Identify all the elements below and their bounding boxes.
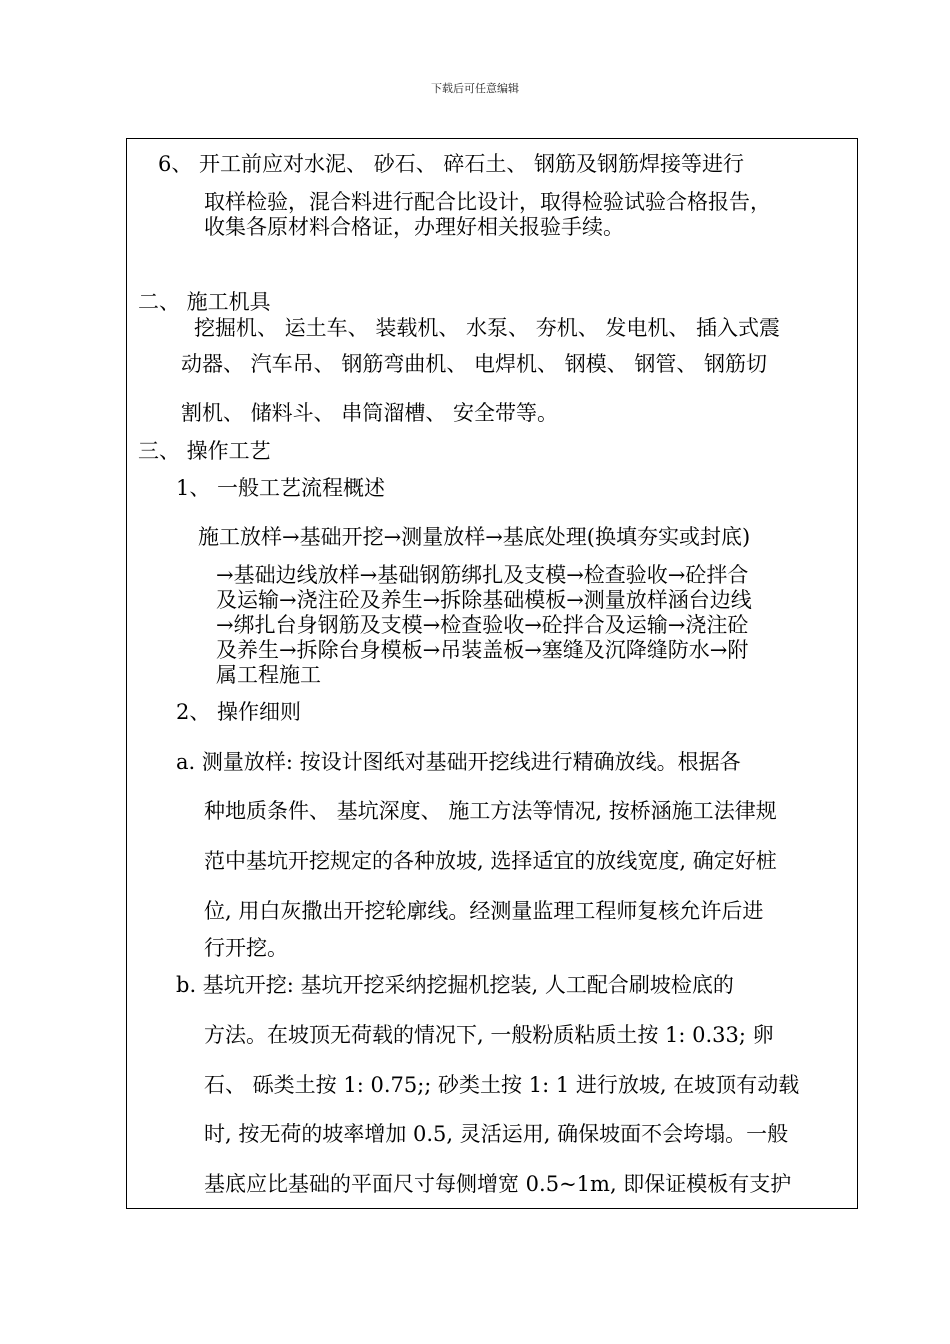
text-line: 取样检验，混合料进行配合比设计，取得检验试验合格报告， xyxy=(204,190,771,214)
text-line: 6、 开工前应对水泥、 砂石、 碎石土、 钢筋及钢筋焊接等进行 xyxy=(158,152,745,176)
text-line: →基础边线放样→基础钢筋绑扎及支模→检查验收→砼拌合 xyxy=(216,563,749,587)
text-line: 2、 操作细则 xyxy=(176,700,302,724)
text-line: a. 测量放样: 按设计图纸对基础开挖线进行精确放线。根据各 xyxy=(176,750,741,774)
text-line: 及养生→拆除台身模板→吊装盖板→塞缝及沉降缝防水→附 xyxy=(216,638,749,662)
text-line: 1、 一般工艺流程概述 xyxy=(176,476,386,500)
text-line: 施工放样→基础开挖→测量放样→基底处理(换填夯实或封底) xyxy=(198,525,751,549)
text-line: 种地质条件、 基坑深度、 施工方法等情况, 按桥涵施工法律规 xyxy=(204,799,777,823)
text-line: 范中基坑开挖规定的各种放坡, 选择适宜的放线宽度, 确定好桩 xyxy=(204,849,777,873)
text-line: 位, 用白灰撒出开挖轮廓线。经测量监理工程师复核允许后进 xyxy=(204,899,764,923)
text-line: 方法。在坡顶无荷载的情况下, 一般粉质粘质土按 1: 0.33; 卵 xyxy=(204,1023,774,1047)
text-line: 收集各原材料合格证，办理好相关报验手续。 xyxy=(204,215,624,239)
text-line: 三、 操作工艺 xyxy=(138,439,271,463)
text-line: →绑扎台身钢筋及支模→检查验收→砼拌合及运输→浇注砼 xyxy=(216,613,749,637)
text-line: 及运输→浇注砼及养生→拆除基础模板→测量放样涵台边线 xyxy=(216,588,752,612)
text-line: 石、 砾类土按 1: 0.75;; 砂类土按 1: 1 进行放坡, 在坡顶有动载 xyxy=(204,1073,800,1097)
text-line: 割机、 储料斗、 串筒溜槽、 安全带等。 xyxy=(181,401,559,425)
text-line: 二、 施工机具 xyxy=(138,290,271,314)
text-line: 基底应比基础的平面尺寸每侧增宽 0.5~1m, 即保证模板有支护 xyxy=(204,1172,792,1196)
text-line: 挖掘机、 运土车、 装载机、 水泵、 夯机、 发电机、 插入式震 xyxy=(194,316,781,340)
text-line: 属工程施工 xyxy=(216,663,321,687)
page-header: 下载后可任意编辑 xyxy=(431,82,519,95)
text-line: 行开挖。 xyxy=(204,936,288,960)
text-line: 时, 按无荷的坡率增加 0.5, 灵活运用, 确保坡面不会垮塌。一般 xyxy=(204,1122,789,1146)
text-line: 动器、 汽车吊、 钢筋弯曲机、 电焊机、 钢模、 钢管、 钢筋切 xyxy=(181,352,768,376)
text-line: b. 基坑开挖: 基坑开挖采纳挖掘机挖装, 人工配合刷坡检底的 xyxy=(176,973,734,997)
